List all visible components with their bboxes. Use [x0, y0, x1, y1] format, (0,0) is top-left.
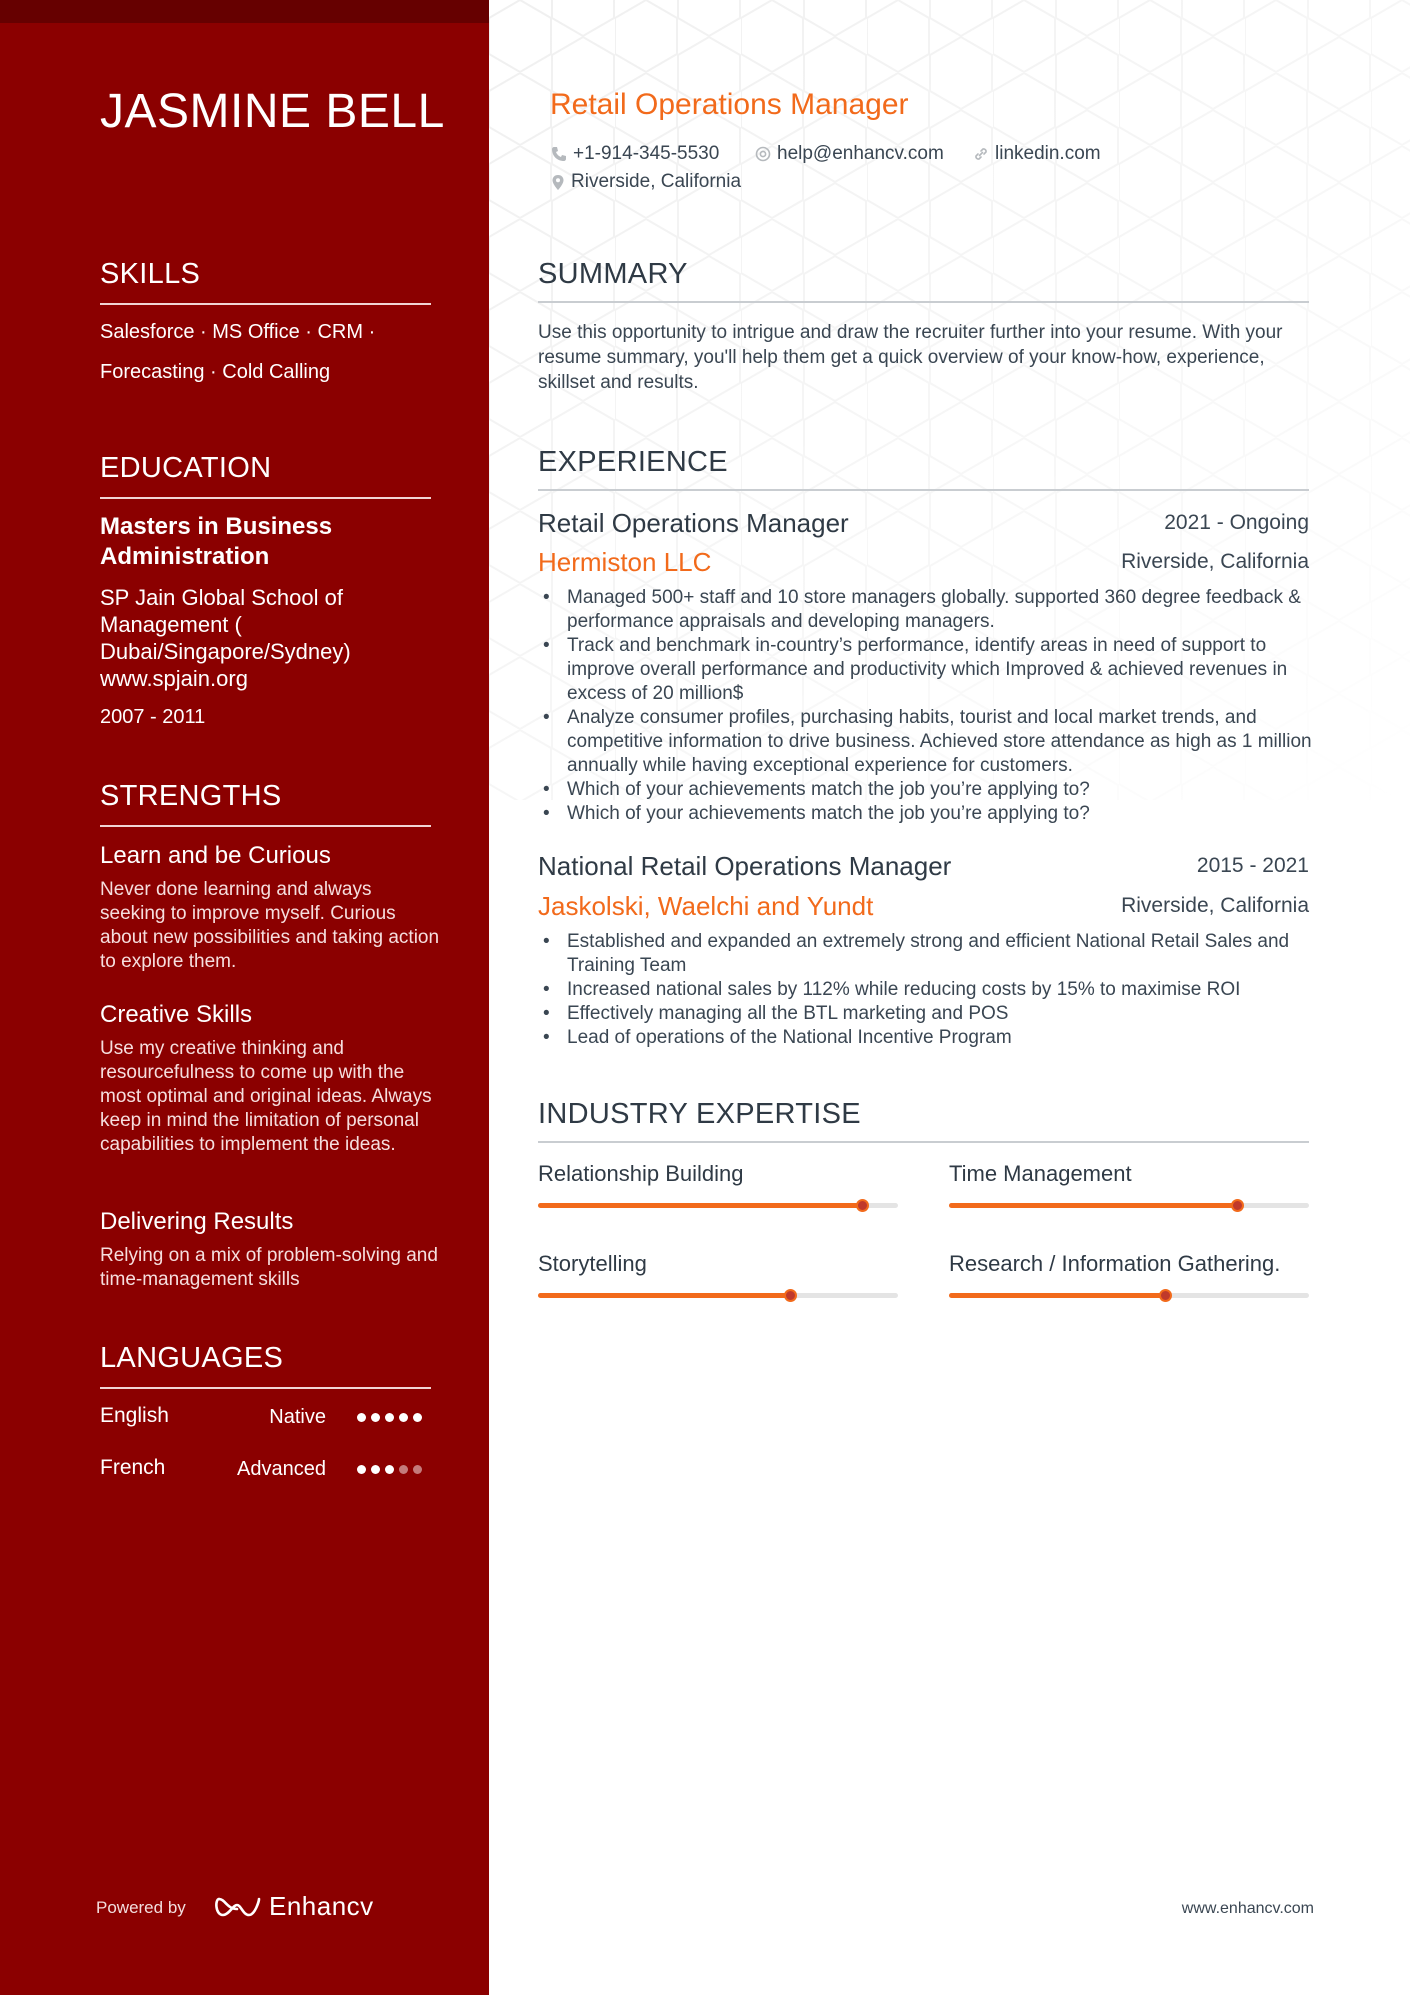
school-line: Management (	[100, 612, 242, 637]
expertise-bar-knob	[784, 1289, 797, 1302]
expertise-heading: INDUSTRY EXPERTISE	[538, 1098, 1309, 1143]
rating-dot	[385, 1465, 394, 1474]
job-role: National Retail Operations Manager	[538, 851, 952, 881]
expertise-label: Relationship Building	[538, 1161, 744, 1186]
education-heading: EDUCATION	[100, 452, 431, 499]
bullet-item: • Established and expanded an extremely strong and efficient National Retail Sales and Training Team	[538, 930, 1318, 978]
rating-dot	[385, 1413, 394, 1422]
expertise-bar-knob	[856, 1199, 869, 1212]
rating-dot	[371, 1413, 380, 1422]
enhancv-logo[interactable]	[215, 1891, 374, 1922]
education-dates: 2007 - 2011	[100, 706, 206, 728]
job-bullets	[538, 586, 1318, 826]
job-dates: 2021 - Ongoing	[1164, 511, 1309, 534]
candidate-name: JASMINE BELL	[100, 85, 445, 138]
expertise-bar-fill	[538, 1293, 790, 1298]
link-icon	[973, 146, 989, 162]
company-name: Hermiston LLC	[538, 547, 712, 577]
expertise-label: Storytelling	[538, 1251, 647, 1276]
contact-linkedin[interactable]	[973, 143, 1101, 165]
expertise-bar	[538, 1293, 898, 1298]
strength-title: Learn and be Curious	[100, 842, 331, 869]
language-level: Advanced	[237, 1458, 326, 1480]
language-rating	[357, 1413, 422, 1422]
job-title: Retail Operations Manager	[550, 88, 909, 121]
bullet-item: • Increased national sales by 112% while reducing costs by 15% to maximise ROI	[538, 978, 1318, 1002]
enhancv-brand-text: Enhancv	[269, 1891, 374, 1921]
school-line: Dubai/Singapore/Sydney)	[100, 639, 351, 664]
rating-dot	[413, 1413, 422, 1422]
job-role: Retail Operations Manager	[538, 508, 849, 538]
contact-location	[551, 171, 741, 193]
phone-icon	[551, 146, 567, 162]
bullet-item: • Which of your achievements match the job you’re applying to?	[538, 778, 1318, 802]
summary-heading: SUMMARY	[538, 258, 1309, 303]
rating-dot	[413, 1465, 422, 1474]
strengths-heading: STRENGTHS	[100, 780, 431, 827]
expertise-bar-knob	[1159, 1289, 1172, 1302]
expertise-bar	[949, 1203, 1309, 1208]
expertise-bar	[949, 1293, 1309, 1298]
expertise-label: Time Management	[949, 1161, 1132, 1186]
languages-heading: LANGUAGES	[100, 1342, 431, 1389]
job-location: Riverside, California	[1121, 894, 1309, 917]
strength-desc: Never done learning and always seeking to improve myself. Curious about new possibilities and taking action to explore them.	[100, 879, 440, 972]
bullet-item: • Which of your achievements match the job you’re applying to?	[538, 802, 1318, 826]
linkedin-text: linkedin.com	[995, 143, 1101, 164]
language-rating	[357, 1465, 422, 1474]
skills-line-2: Forecasting · Cold Calling	[100, 361, 331, 383]
rating-dot	[357, 1413, 366, 1422]
footer-website-link[interactable]: www.enhancv.com	[1181, 1900, 1314, 1917]
contact-email[interactable]	[755, 143, 944, 165]
rating-dot	[399, 1465, 408, 1474]
strength-desc: Relying on a mix of problem-solving and time-management skills	[100, 1245, 438, 1290]
email-text: help@enhancv.com	[777, 143, 944, 164]
strength-desc: Use my creative thinking and resourcefulness to come up with the most optimal and original ideas. Always keep in mind the limitation of personal capabilities to implement the ideas.	[100, 1038, 432, 1155]
education-school	[100, 584, 420, 692]
enhancv-logo-icon	[215, 1895, 261, 1919]
language-name: English	[100, 1404, 169, 1427]
strength-title: Creative Skills	[100, 1001, 253, 1028]
at-icon	[755, 146, 771, 162]
bullet-item: • Managed 500+ staff and 10 store managers globally. supported 360 degree feedback & performance appraisals and developing managers.	[538, 586, 1318, 634]
expertise-label: Research / Information Gathering.	[949, 1251, 1281, 1276]
location-text: Riverside, California	[571, 171, 742, 192]
bullet-item: • Analyze consumer profiles, purchasing habits, tourist and local market trends, and competitive information to drive business. Achieved store attendance as high as 1 million annually while having exceptional experience for customers.	[538, 706, 1318, 778]
job-location: Riverside, California	[1121, 550, 1309, 573]
language-name: French	[100, 1456, 166, 1479]
job-bullets	[538, 930, 1318, 1050]
sidebar	[0, 0, 489, 1995]
school-website: www.spjain.org	[100, 666, 248, 691]
experience-heading: EXPERIENCE	[538, 446, 1309, 491]
summary-text: Use this opportunity to intrigue and draw the recruiter further into your resume. With your resume summary, you'll help them get a quick overview of your know-how, experience, skillset and results.	[538, 322, 1283, 393]
strength-title: Delivering Results	[100, 1208, 294, 1235]
rating-dot	[371, 1465, 380, 1474]
location-pin-icon	[551, 174, 565, 191]
phone-text: +1-914-345-5530	[573, 143, 720, 164]
expertise-bar-fill	[949, 1203, 1237, 1208]
bullet-item: • Track and benchmark in-country’s performance, identify areas in need of support to improve overall performance and productivity which Improved & achieved revenues in excess of 20 million$	[538, 634, 1318, 706]
expertise-bar-fill	[949, 1293, 1165, 1298]
job-dates: 2015 - 2021	[1196, 854, 1309, 877]
expertise-bar	[538, 1203, 898, 1208]
education-degree: Masters in Business Administration	[100, 513, 333, 570]
expertise-bar-fill	[538, 1203, 862, 1208]
skills-heading: SKILLS	[100, 258, 431, 305]
bullet-item: • Effectively managing all the BTL marketing and POS	[538, 1002, 1318, 1026]
company-name: Jaskolski, Waelchi and Yundt	[538, 891, 874, 921]
powered-by-label: Powered by	[96, 1898, 186, 1917]
rating-dot	[399, 1413, 408, 1422]
language-level: Native	[269, 1406, 326, 1428]
sidebar-top-band	[0, 0, 489, 23]
bullet-item: • Lead of operations of the National Incentive Program	[538, 1026, 1318, 1050]
rating-dot	[357, 1465, 366, 1474]
school-line: SP Jain Global School of	[100, 585, 343, 610]
expertise-bar-knob	[1231, 1199, 1244, 1212]
skills-line-1: Salesforce · MS Office · CRM ·	[100, 321, 376, 343]
contact-phone[interactable]	[551, 143, 719, 165]
